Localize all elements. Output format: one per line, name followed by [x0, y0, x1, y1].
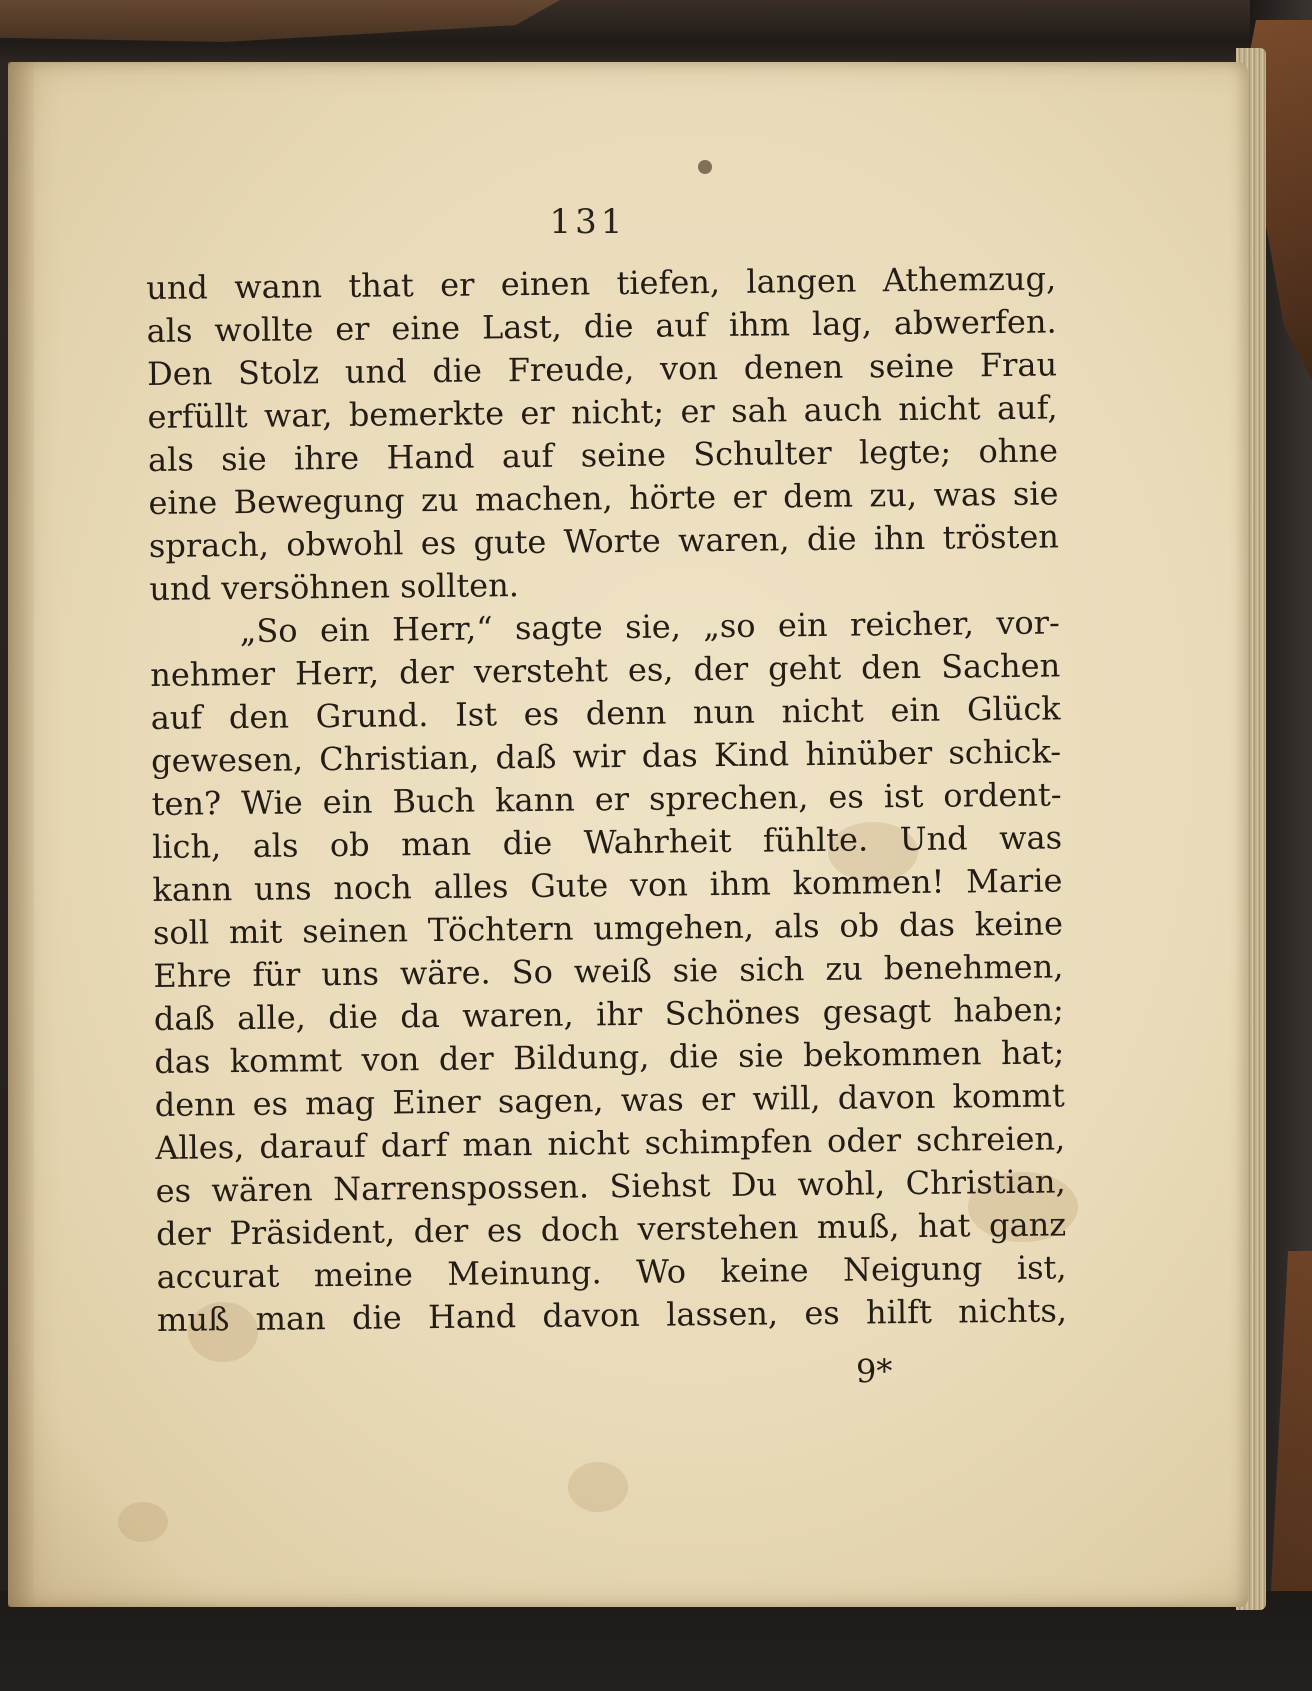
text-line: gewesen, Christian, daß wir das Kind hinüber schick-: [150, 732, 1062, 780]
text-line: und wann that er einen tiefen, langen Athemzug,: [146, 259, 1057, 307]
text-line: als wollte er eine Last, die auf ihm lag, abwerfen.: [146, 302, 1057, 350]
text-line: soll mit seinen Töchtern umgehen, als ob das keine: [152, 904, 1064, 952]
page-number: 131: [549, 202, 627, 242]
text-line: eine Bewegung zu machen, hörte er dem zu, was sie: [148, 474, 1059, 522]
text-line: daß alle, die da waren, ihr Schönes gesagt haben;: [153, 990, 1065, 1038]
text-line: Alles, darauf darf man nicht schimpfen oder schreien,: [155, 1119, 1066, 1167]
book-page: [8, 62, 1248, 1607]
text-line: Den Stolz und die Freude, von denen seine Frau: [146, 345, 1058, 393]
text-line: sprach, obwohl es gute Worte waren, die ihn trösten: [148, 517, 1060, 565]
text-line: das kommt von der Bildung, die sie bekommen hat;: [154, 1033, 1065, 1081]
text-line: erfüllt war, bemerkte er nicht; er sah auch nicht auf,: [147, 388, 1058, 436]
text-line: und versöhnen sollten.: [149, 566, 520, 608]
text-line: der Präsident, der es doch verstehen muß, hat ganz: [155, 1205, 1067, 1253]
text-line: nehmer Herr, der versteht es, der geht den Sachen: [150, 646, 1061, 694]
foxing-stain: [118, 1502, 168, 1542]
text-line: als sie ihre Hand auf seine Schulter legte; ohne: [147, 431, 1059, 479]
text-line: denn es mag Einer sagen, was er will, davon kommt: [154, 1076, 1065, 1124]
foxing-stain: [568, 1462, 628, 1512]
text-line: „So ein Herr,“ sagte sie, „so ein reicher, vor-: [239, 603, 1060, 651]
page-gutter: [8, 62, 34, 1607]
body-text: [146, 257, 1067, 1341]
text-line: lich, als ob man die Wahrheit fühlte. Und was: [151, 818, 1063, 866]
text-line: auf den Grund. Ist es denn nun nicht ein Glück: [150, 689, 1061, 737]
text-line: accurat meine Meinung. Wo keine Neigung ist,: [156, 1248, 1067, 1296]
text-line: ten? Wie ein Buch kann er sprechen, es ist ordent-: [151, 775, 1062, 823]
text-line: Ehre für uns wäre. So weiß sie sich zu benehmen,: [153, 947, 1064, 995]
text-line: muß man die Hand davon lassen, es hilft nichts,: [156, 1291, 1068, 1339]
ink-dot: [698, 160, 712, 174]
text-line: kann uns noch alles Gute von ihm kommen! Marie: [152, 861, 1063, 909]
text-line: es wären Narrenspossen. Siehst Du wohl, Christian,: [155, 1162, 1066, 1210]
signature-mark: 9*: [855, 1351, 893, 1391]
